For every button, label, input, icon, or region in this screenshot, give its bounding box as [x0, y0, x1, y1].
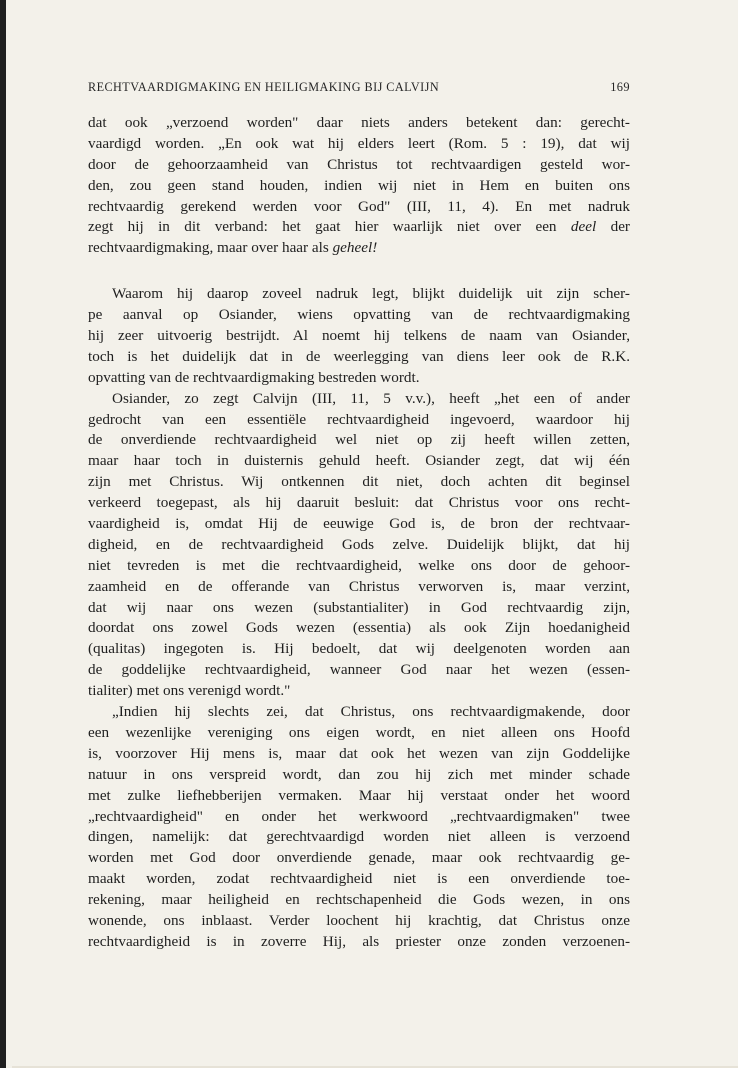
text-line: de onverdiende rechtvaardigheid wel niet op zij heeft willen zetten, — [88, 431, 630, 449]
text-line: de goddelijke rechtvaardigheid, wanneer God naar het wezen (essen- — [88, 661, 630, 679]
text-line: digheid, en de rechtvaardigheid Gods zelve. Duidelijk blijkt, dat hij — [88, 535, 630, 553]
text-line: niet tevreden is met die rechtvaardigheid, welke ons door de gehoor- — [88, 556, 630, 574]
paragraph-3 — [88, 389, 630, 702]
text-line: opvatting van de rechtvaardigmaking bestreden wordt. — [88, 368, 420, 386]
text-line: wonende, ons inblaast. Verder loochent hij krachtig, dat Christus onze — [88, 911, 630, 929]
text-line: dat wij naar ons wezen (substantialiter) in God rechtvaardig zijn, — [88, 598, 630, 616]
text-line: rekening, maar heiligheid en rechtschapenheid die Gods wezen, in ons — [88, 891, 630, 909]
text-segment: der — [596, 218, 630, 236]
text-line: zaamheid en de offerande van Christus verworven is, maar verzint, — [88, 577, 630, 595]
text-line: dat ook „verzoend worden" daar niets anders betekent dan: gerecht- — [88, 114, 630, 131]
paragraph-gap — [88, 259, 630, 284]
emphasis-geheel: geheel! — [332, 239, 378, 257]
text-line: dingen, namelijk: dat gerechtvaardigd worden niet alleen is verzoend — [88, 828, 630, 846]
text-line: „rechtvaardigheid" en onder het werkwoord „rechtvaardigmaken" twee — [88, 807, 630, 825]
paragraph-1 — [88, 113, 630, 259]
text-line: Osiander, zo zegt Calvijn (III, 11, 5 v.v.), heeft „het een of ander — [112, 389, 630, 407]
text-segment: zegt hij in dit verband: het gaat hier waarlijk niet over een — [88, 218, 557, 236]
text-line-with-emphasis — [88, 238, 630, 259]
page-number: 169 — [610, 80, 630, 94]
text-line: zijn met Christus. Wij ontkennen dit niet, doch achten dit beginsel — [88, 473, 630, 491]
text-line: een wezenlijke vereniging ons eigen wordt, en niet alleen ons Hoofd — [88, 723, 630, 741]
paragraph-4 — [88, 702, 630, 953]
body-text — [88, 113, 630, 953]
paragraph-2 — [88, 284, 630, 388]
book-page — [6, 0, 738, 1068]
text-line: vaardigheid is, omdat Hij de eeuwige God is, de bron der rechtvaar- — [88, 515, 630, 533]
text-line: vaardigd worden. „En ook wat hij elders leert (Rom. 5 : 19), dat wij — [88, 134, 630, 152]
text-line: gedrocht van een essentiële rechtvaardigheid ingevoerd, waardoor hij — [88, 410, 630, 428]
text-line: toch is het duidelijk dat in de weerlegging van diens leer ook de R.K. — [88, 347, 630, 365]
text-line: (qualitas) ingegoten is. Hij bedoelt, dat wij deelgenoten worden aan — [88, 640, 630, 658]
text-line: tialiter) met ons verenigd wordt." — [88, 682, 291, 700]
text-line: worden met God door onverdiende genade, maar ook rechtvaardig ge- — [88, 849, 630, 867]
text-segment: rechtvaardigmaking, maar over haar als — [88, 239, 329, 257]
text-line: door de gehoorzaamheid van Christus tot rechtvaardigen gesteld wor- — [88, 155, 630, 173]
text-line: is, voorzover Hij mens is, maar dat ook het wezen van zijn Goddelijke — [88, 744, 630, 762]
text-line: „Indien hij slechts zei, dat Christus, ons rechtvaardigmakende, door — [112, 703, 630, 721]
text-line: rechtvaardig gerekend werden voor God" (III, 11, 4). En met nadruk — [88, 197, 630, 215]
text-line: rechtvaardigheid is in zoverre Hij, als priester onze zonden verzoenen- — [88, 932, 630, 950]
text-line: verkeerd toegepast, als hij daaruit besluit: dat Christus voor ons recht- — [88, 494, 630, 512]
text-line: maakt worden, zodat rechtvaardigheid niet is een onverdiende toe- — [88, 870, 630, 888]
running-head — [88, 80, 630, 100]
text-line: doordat ons zowel Gods wezen (essentia) als ook Zijn hoedanigheid — [88, 619, 630, 637]
text-line: Waarom hij daarop zoveel nadruk legt, blijkt duidelijk uit zijn scher- — [112, 285, 630, 303]
text-line: maar haar toch in duisternis gehuld heeft. Osiander zegt, dat wij één — [88, 452, 630, 470]
text-line: natuur in ons verspreid wordt, dan zou hij zich met minder schade — [88, 765, 630, 783]
text-line: pe aanval op Osiander, wiens opvatting van de rechtvaardigmaking — [88, 306, 630, 324]
text-line-with-emphasis — [88, 217, 630, 238]
text-line: den, zou geen stand houden, indien wij niet in Hem en buiten ons — [88, 176, 630, 194]
text-line: hij zeer uitvoerig bestrijdt. Al noemt hij telkens de naam van Osiander, — [88, 327, 630, 345]
text-line: met zulke liefhebberijen vermaken. Maar hij verstaat onder het woord — [88, 786, 630, 804]
emphasis-deel: deel — [570, 218, 597, 236]
running-title: RECHTVAARDIGMAKING EN HEILIGMAKING BIJ CALVIJN — [88, 80, 440, 94]
